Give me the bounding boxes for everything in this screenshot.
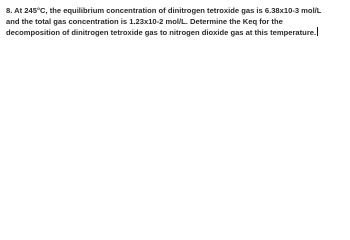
question-text[interactable]: [6, 5, 346, 38]
question-line-3-wrapper: [6, 27, 346, 38]
text-cursor: [317, 27, 318, 36]
question-line-3: decomposition of dinitrogen tetroxide gas to nitrogen dioxide gas at this temperature.: [6, 28, 317, 37]
question-line-1: 8. At 245°C, the equilibrium concentration of dinitrogen tetroxide gas is 6.38x10-3 mol/L: [6, 6, 322, 15]
question-line-2: and the total gas concentration is 1.23x10-2 mol/L. Determine the Keq for the: [6, 17, 283, 26]
document-page: [0, 0, 350, 55]
